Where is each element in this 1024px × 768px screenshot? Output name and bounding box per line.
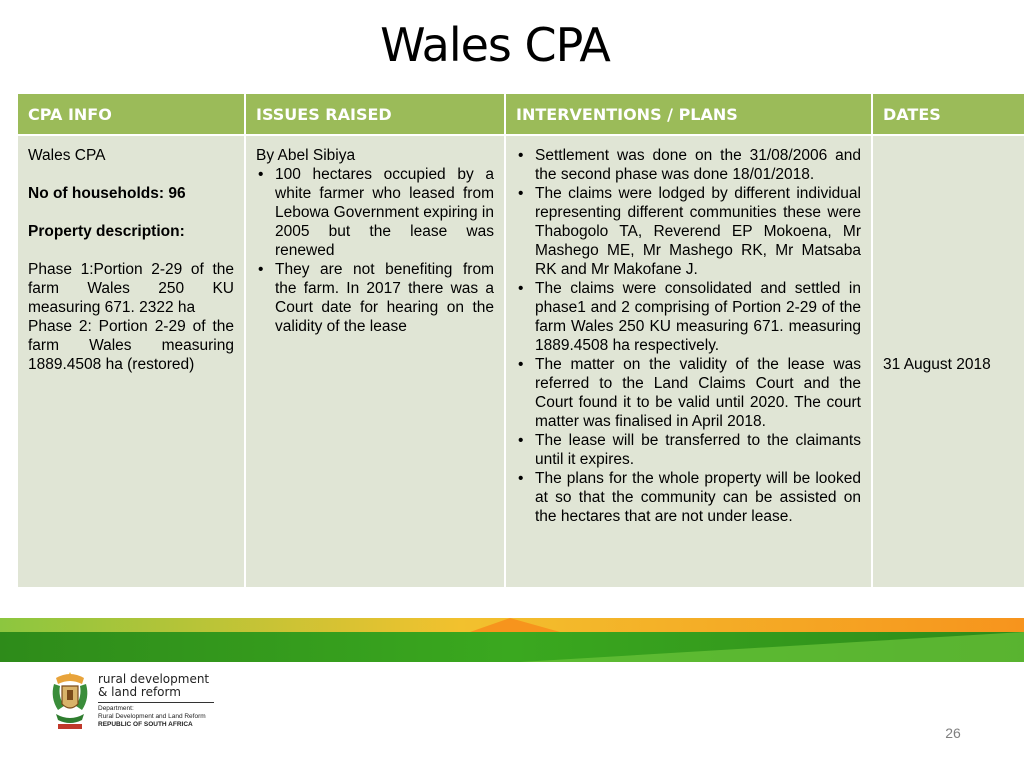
table-header-row <box>17 93 1024 135</box>
list-item: • They are not benefiting from the farm. In 2017 there was a Court date for hearing on the validity of the lease <box>256 260 494 336</box>
header-dates: DATES <box>872 93 1024 135</box>
list-item: • The lease will be transferred to the claimants until it expires. <box>516 431 861 469</box>
list-item: • 100 hectares occupied by a white farmer who leased from Lebowa Government expiring in 2005 but the lease was renewed <box>256 165 494 260</box>
date-value: 31 August 2018 <box>883 356 991 373</box>
slide-title: Wales CPA <box>380 18 610 72</box>
list-item: • The claims were consolidated and settled in phase1 and 2 comprising of Portion 2-29 of the farm Wales 250 KU measuring 671. measuring 1889.4508 ha respectively. <box>516 279 861 355</box>
dates-cell <box>872 135 1024 588</box>
header-interventions: INTERVENTIONS / PLANS <box>505 93 872 135</box>
raised-by: By Abel Sibiya <box>256 147 356 164</box>
phase2-description: Phase 2: Portion 2-29 of the farm Wales measuring 1889.4508 ha (restored) <box>28 318 234 373</box>
phase1-description: Phase 1:Portion 2-29 of the farm Wales 250 KU measuring 671. 2322 ha <box>28 261 234 316</box>
list-item: • Settlement was done on the 31/08/2006 and the second phase was done 18/01/2018. <box>516 146 861 184</box>
dept-line3: REPUBLIC OF SOUTH AFRICA <box>98 721 193 728</box>
interventions-list <box>516 146 861 526</box>
property-label: Property description: <box>28 223 185 240</box>
list-item: • The matter on the validity of the lease was referred to the Land Claims Court and the Court found it to be valid until 2020. The court matter was finalised in April 2018. <box>516 355 861 431</box>
issues-list <box>256 165 494 336</box>
page-number: 26 <box>945 725 961 741</box>
list-item: • The plans for the whole property will be looked at so that the community can be assisted on the hectares that are not under lease. <box>516 469 861 526</box>
dept-line2: Rural Development and Land Reform <box>98 713 206 720</box>
cpa-name: Wales CPA <box>28 147 106 164</box>
header-issues-raised: ISSUES RAISED <box>245 93 505 135</box>
dept-line1: Department: <box>98 705 134 712</box>
cpa-table <box>16 92 1024 589</box>
department-logo <box>98 673 214 729</box>
coat-of-arms-icon <box>46 670 94 732</box>
list-item: • The claims were lodged by different individual representing different communities these were Thabogolo TA, Reverend EP Mokoena, Mr Mashego ME, Mr Mashego RK, Mr Matsaba RK and Mr Makofane J. <box>516 184 861 279</box>
households-count: No of households: 96 <box>28 185 186 202</box>
logo-line1: rural development <box>98 672 210 686</box>
interventions-cell <box>505 135 872 588</box>
logo-line2: & land reform <box>98 685 181 699</box>
cpa-info-cell <box>17 135 245 588</box>
footer-band <box>0 616 1024 662</box>
issues-cell <box>245 135 505 588</box>
table-row <box>17 135 1024 588</box>
header-cpa-info: CPA INFO <box>17 93 245 135</box>
